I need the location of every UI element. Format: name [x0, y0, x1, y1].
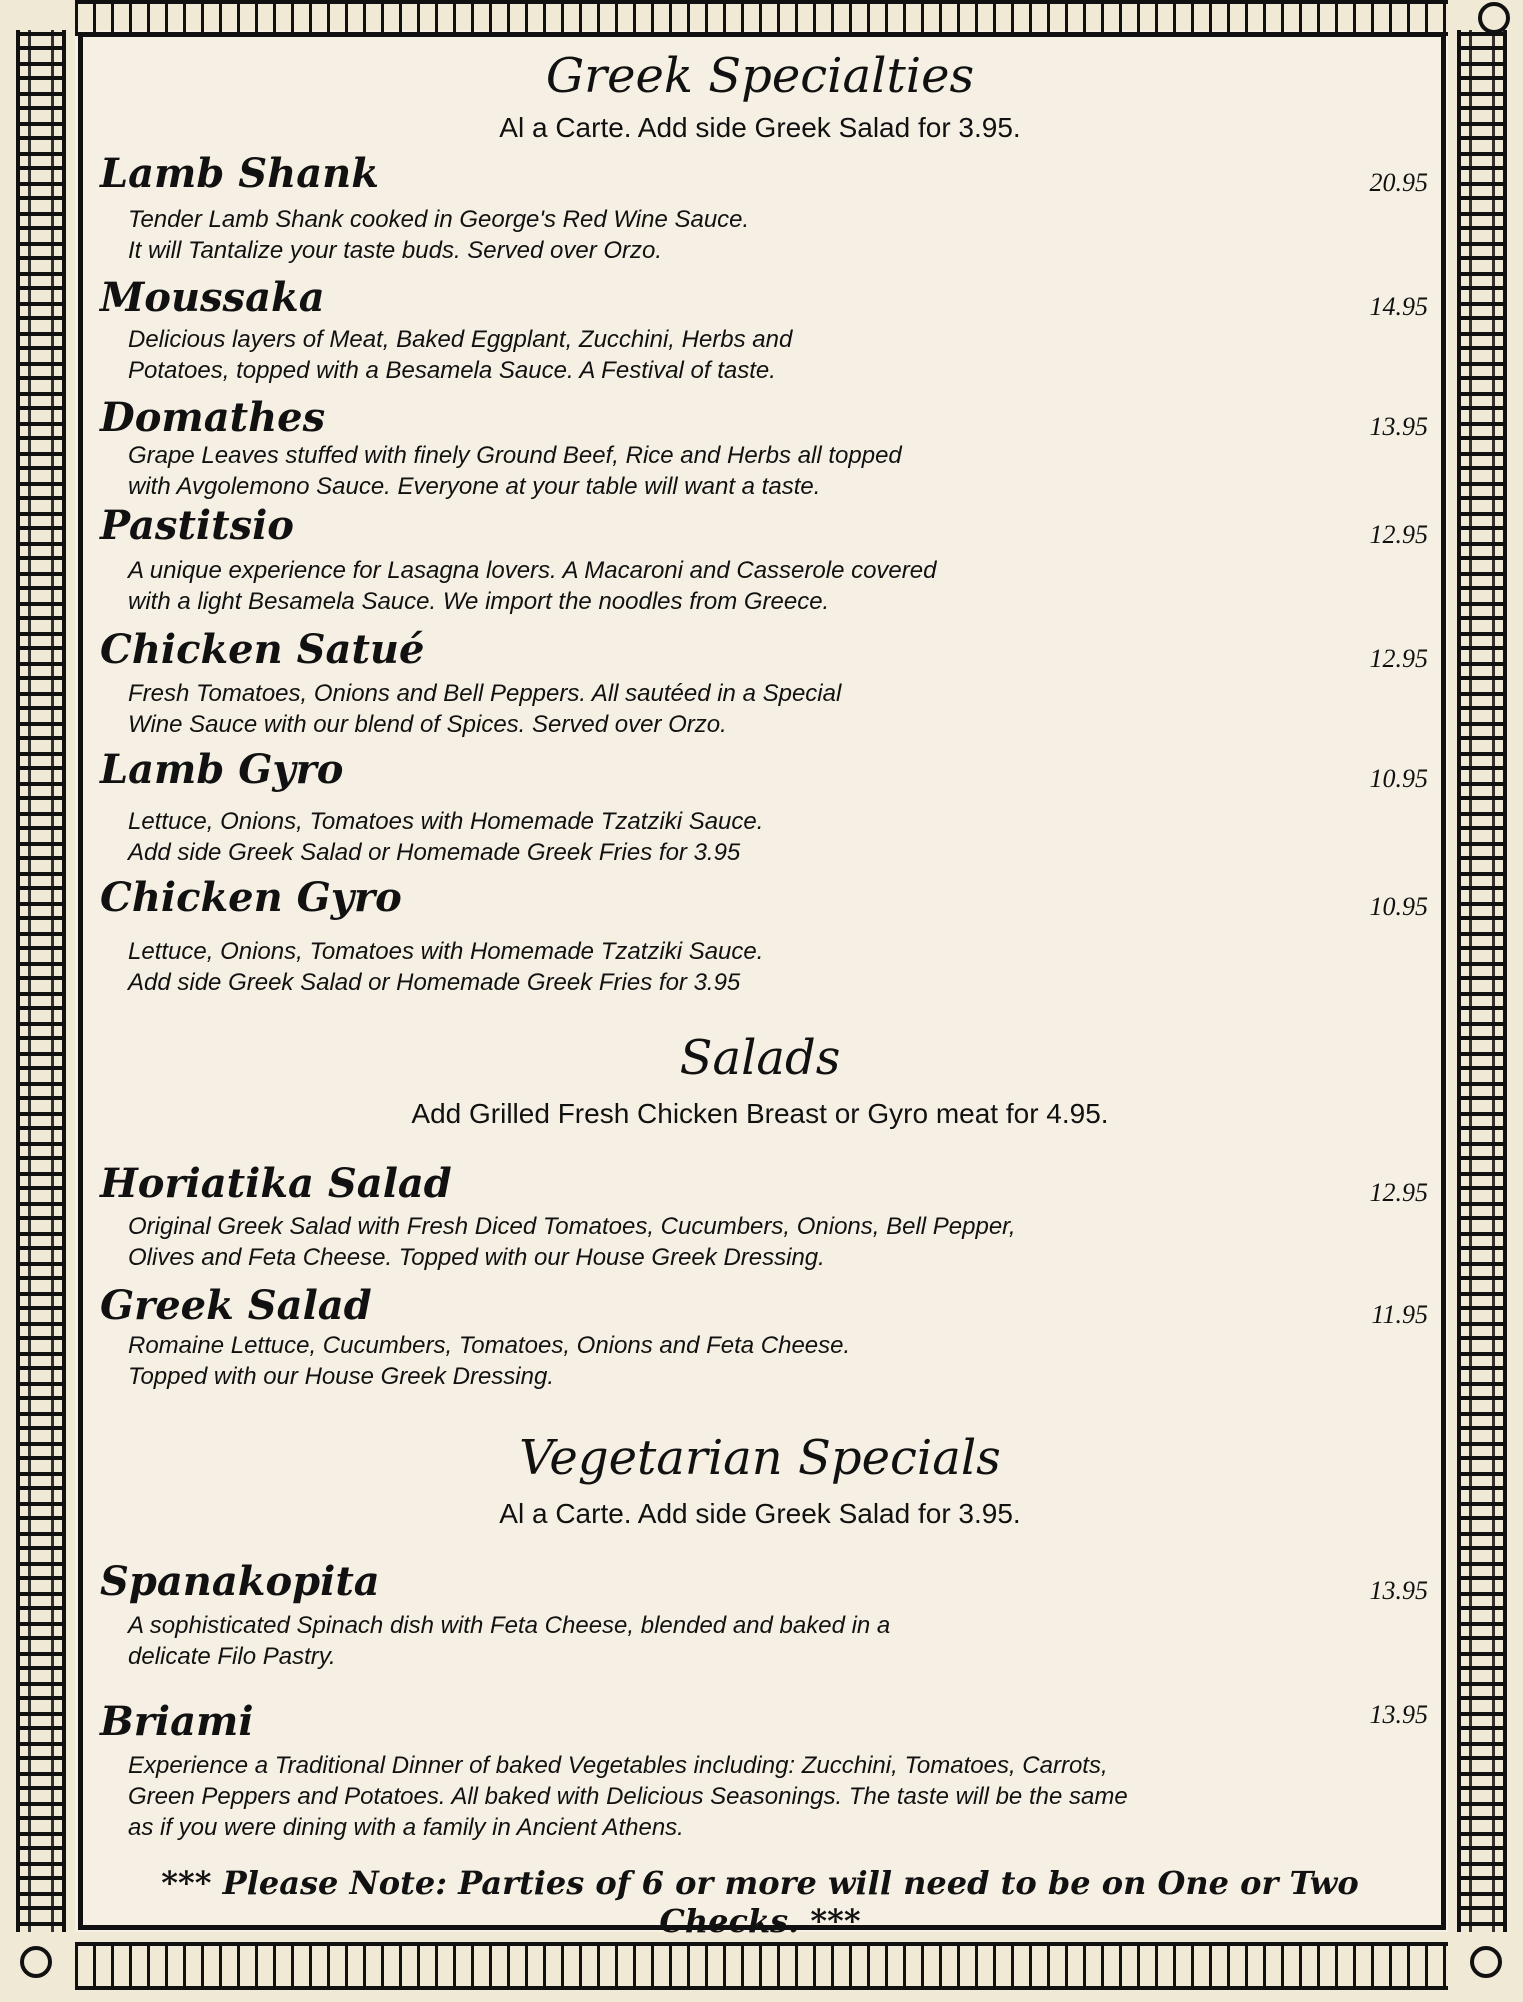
item-desc: Potatoes, topped with a Besamela Sauce. A Festival of taste.	[128, 357, 776, 384]
item-price: 12.95	[1369, 644, 1428, 673]
section-title-vegetarian: Vegetarian Specials	[519, 1430, 1001, 1486]
item-desc: with Avgolemono Sauce. Everyone at your table will want a taste.	[128, 473, 821, 500]
item-desc: A sophisticated Spinach dish with Feta Cheese, blended and baked in a	[128, 1612, 891, 1639]
item-desc: Grape Leaves stuffed with finely Ground Beef, Rice and Herbs all topped	[128, 442, 902, 469]
item-price: 12.95	[1369, 1178, 1428, 1207]
item-desc: Lettuce, Onions, Tomatoes with Homemade Tzatziki Sauce.	[128, 938, 764, 965]
item-price: 13.95	[1369, 1576, 1428, 1605]
section-title-salads: Salads	[679, 1030, 841, 1086]
item-desc: Green Peppers and Potatoes. All baked with Delicious Seasonings. The taste will be the same	[128, 1783, 1128, 1810]
corner-circle-top-right	[1478, 2, 1510, 34]
item-price: 10.95	[1369, 892, 1428, 921]
item-desc: delicate Filo Pastry.	[128, 1643, 336, 1670]
item-desc: Wine Sauce with our blend of Spices. Served over Orzo.	[128, 711, 727, 738]
greek-key-top	[75, 0, 1448, 36]
item-name: Greek Salad	[100, 1282, 372, 1329]
item-name: Lamb Shank	[100, 150, 379, 197]
greek-key-right	[1457, 30, 1507, 1932]
item-desc: Original Greek Salad with Fresh Diced Tomatoes, Cucumbers, Onions, Bell Pepper,	[128, 1213, 1016, 1240]
item-desc: Delicious layers of Meat, Baked Eggplant, Zucchini, Herbs and	[128, 326, 793, 353]
item-price: 10.95	[1369, 764, 1428, 793]
item-name: Lamb Gyro	[100, 746, 344, 793]
item-name: Domathes	[100, 394, 326, 441]
section-subtitle-greek: Al a Carte. Add side Greek Salad for 3.95.	[499, 112, 1021, 143]
item-name: Moussaka	[100, 274, 325, 321]
item-price: 13.95	[1369, 412, 1428, 441]
item-desc: Topped with our House Greek Dressing.	[128, 1363, 554, 1390]
item-desc: It will Tantalize your taste buds. Served over Orzo.	[128, 237, 663, 264]
item-name: Chicken Gyro	[100, 874, 402, 921]
item-desc: with a light Besamela Sauce. We import the noodles from Greece.	[128, 588, 830, 615]
item-name: Briami	[100, 1698, 254, 1745]
section-subtitle-vegetarian: Al a Carte. Add side Greek Salad for 3.95.	[499, 1498, 1021, 1529]
greek-key-bottom	[75, 1942, 1448, 1990]
item-desc: Tender Lamb Shank cooked in George's Red Wine Sauce.	[128, 206, 750, 233]
item-desc: Fresh Tomatoes, Onions and Bell Peppers. All sautéed in a Special	[128, 680, 842, 707]
item-name: Spanakopita	[100, 1558, 380, 1605]
item-desc: Romaine Lettuce, Cucumbers, Tomatoes, Onions and Feta Cheese.	[128, 1332, 851, 1359]
item-desc: Experience a Traditional Dinner of baked Vegetables including: Zucchini, Tomatoes, Carrots,	[128, 1752, 1108, 1779]
item-price: 20.95	[1369, 168, 1428, 197]
item-price: 12.95	[1369, 520, 1428, 549]
corner-circle-bottom-left	[20, 1946, 52, 1978]
party-note: *** Please Note: Parties of 6 or more will need to be on One or Two Checks. ***	[161, 1864, 1359, 1940]
item-price: 13.95	[1369, 1700, 1428, 1729]
item-price: 14.95	[1369, 292, 1428, 321]
item-name: Horiatika Salad	[100, 1160, 452, 1207]
item-desc: Olives and Feta Cheese. Topped with our House Greek Dressing.	[128, 1244, 825, 1271]
item-desc: Add side Greek Salad or Homemade Greek Fries for 3.95	[128, 839, 741, 866]
greek-key-left	[16, 30, 66, 1932]
item-desc: A unique experience for Lasagna lovers. A Macaroni and Casserole covered	[128, 557, 937, 584]
item-desc: Add side Greek Salad or Homemade Greek Fries for 3.95	[128, 969, 741, 996]
item-desc: Lettuce, Onions, Tomatoes with Homemade Tzatziki Sauce.	[128, 808, 764, 835]
item-desc: as if you were dining with a family in Ancient Athens.	[128, 1814, 684, 1841]
item-name: Chicken Satué	[100, 626, 425, 673]
item-name: Pastitsio	[100, 502, 294, 549]
section-subtitle-salads: Add Grilled Fresh Chicken Breast or Gyro meat for 4.95.	[411, 1098, 1109, 1129]
corner-circle-bottom-right	[1470, 1946, 1502, 1978]
item-price: 11.95	[1371, 1300, 1428, 1329]
section-title-greek: Greek Specialties	[545, 48, 975, 104]
